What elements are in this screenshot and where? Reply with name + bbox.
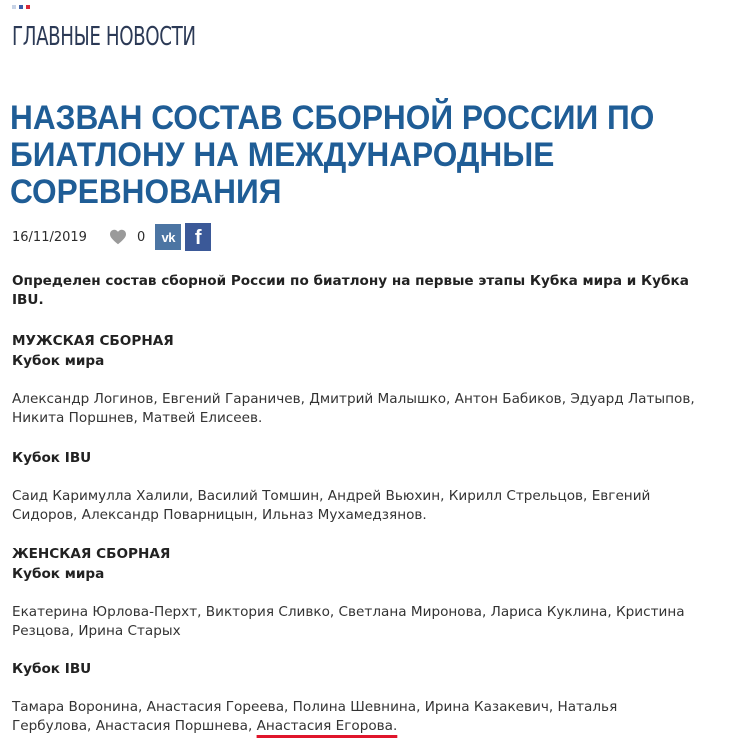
article-meta xyxy=(12,224,215,250)
men-world-cup-names: Александр Логинов, Евгений Гараничев, Дмитрий Малышко, Антон Бабиков, Эдуард Латыпов, Никита Поршнев, Матвей Елисеев. xyxy=(12,391,695,426)
headline-line-2: БИАТЛОНУ НА МЕЖДУНАРОДНЫЕ xyxy=(10,136,555,174)
men-ibu-cup-names: Саид Каримулла Халили, Василий Томшин, Андрей Вьюхин, Кирилл Стрельцов, Евгений Сидоров, Александр Поварницын, Ильназ Мухамедзянов. xyxy=(12,488,651,523)
heart-icon[interactable] xyxy=(109,229,127,245)
women-ibu-names-line-1: Тамара Воронина, Анастасия Гореева, Полина Шевнина, Ирина Казакевич, Наталья xyxy=(12,699,618,715)
men-ibu-cup-label: Кубок IBU xyxy=(12,450,92,466)
highlighted-name: Анастасия Егорова. xyxy=(256,718,398,734)
men-team-heading: МУЖСКАЯ СБОРНАЯ xyxy=(12,333,174,349)
flag-dot-red xyxy=(26,5,30,9)
facebook-icon: f xyxy=(194,226,202,249)
women-ibu-cup-names xyxy=(12,698,712,736)
publish-date: 16/11/2019 xyxy=(12,229,87,245)
headline-line-3: СОРЕВНОВАНИЯ xyxy=(10,173,282,211)
article-headline[interactable] xyxy=(10,100,730,211)
flag-dot-white xyxy=(12,5,16,9)
women-team-heading: ЖЕНСКАЯ СБОРНАЯ xyxy=(12,546,171,562)
women-world-cup-names: Екатерина Юрлова-Перхт, Виктория Сливко, Светлана Миронова, Лариса Куклина, Кристина Резцова, Ирина Старых xyxy=(12,604,685,639)
flag-dot-blue xyxy=(19,5,23,9)
women-world-cup-label: Кубок мира xyxy=(12,566,105,582)
women-ibu-cup-label: Кубок IBU xyxy=(12,661,92,677)
vk-icon: vk xyxy=(161,229,175,245)
facebook-share-button[interactable] xyxy=(185,223,211,251)
vk-share-button[interactable] xyxy=(155,224,181,250)
headline-line-1: НАЗВАН СОСТАВ СБОРНОЙ РОССИИ ПО xyxy=(10,99,655,137)
likes-count: 0 xyxy=(136,229,146,245)
men-world-cup-label: Кубок мира xyxy=(12,353,105,369)
women-ibu-names-line-2: Гербулова, Анастасия Поршнева, xyxy=(12,718,257,734)
article-lead: Определен состав сборной России по биатлону на первые этапы Кубка мира и Кубка IBU. xyxy=(12,273,689,308)
flag-dots-decoration xyxy=(12,5,30,9)
section-title[interactable]: ГЛАВНЫЕ НОВОСТИ xyxy=(12,22,196,52)
